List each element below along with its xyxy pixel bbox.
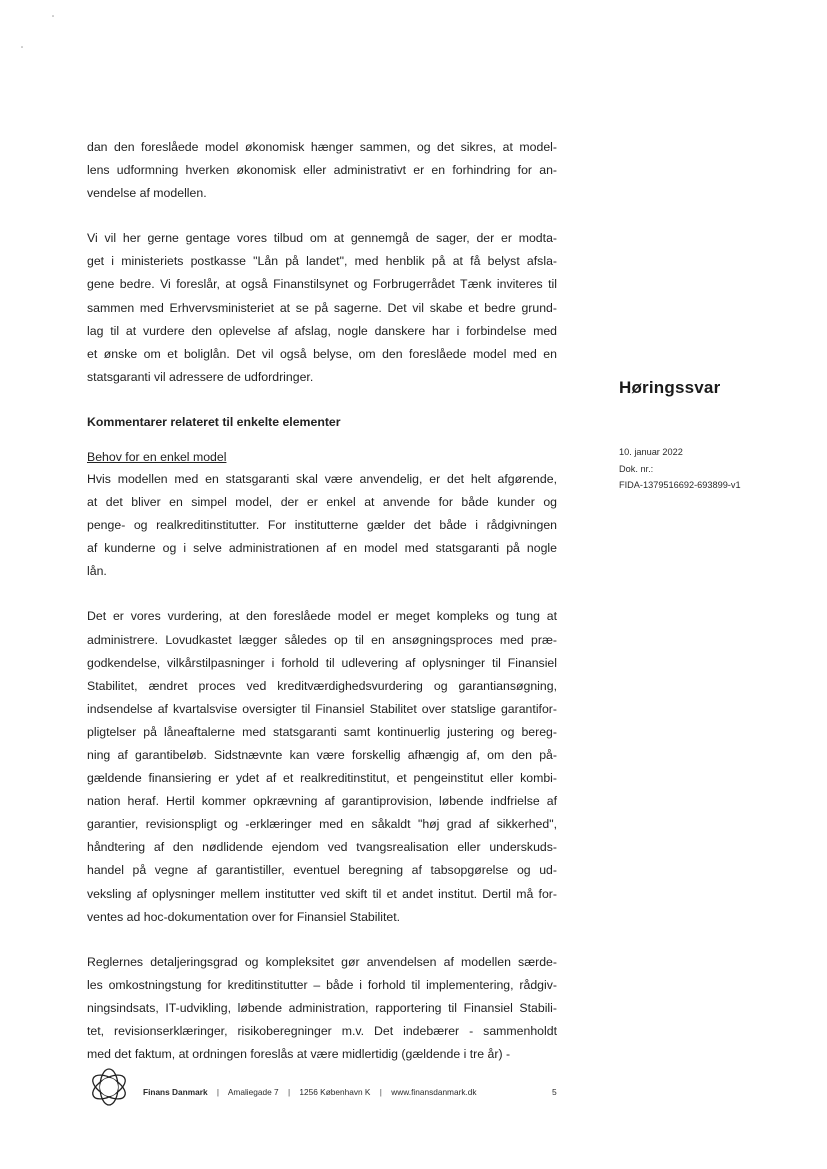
text-line: pligtelser på låneaftalerne med statsgaranti samt kontinuerlig justering og bereg- [87, 724, 557, 739]
text-line: gene bedre. Vi foreslår, at også Finanstilsynet og Forbrugerrådet Tænk inviteres til [87, 277, 557, 292]
text-line: håndtering af den nødlidende ejendom ved tvangsrealisation eller underskuds- [87, 840, 557, 855]
text-line: get i ministeriets postkasse "Lån på landet", med henblik på at få belyst afsla- [87, 254, 557, 269]
text-line: statsgaranti vil adressere de udfordringer. [87, 369, 314, 384]
subsection-heading: Behov for en enkel model [87, 449, 227, 464]
text-line: Hvis modellen med en statsgaranti skal være anvendelig, er det helt afgørende, [87, 471, 557, 486]
body-text [87, 136, 557, 1066]
document-type-title: Høringssvar [619, 378, 721, 397]
text-line: Vi vil her gerne gentage vores tilbud om at gennemgå de sager, der er modta- [87, 231, 557, 246]
section-heading: Kommentarer relateret til enkelte elementer [87, 414, 341, 429]
paragraph-5 [87, 951, 557, 1066]
text-line: gældende finansiering er ydet af et realkreditinstitut, et pengeinstitut eller kombi- [87, 771, 557, 786]
paragraph-2 [87, 227, 557, 389]
text-line: et ønske om et boliglån. Det vil også belyse, om den foreslåede model med en [87, 346, 557, 361]
finans-danmark-logo-icon [88, 1067, 130, 1107]
text-line: administrere. Lovudkastet lægger således op til en ansøgningsproces med præ- [87, 632, 557, 647]
text-line: ningsindsats, IT-udvikling, løbende administration, rapportering til Finansiel Stabili- [87, 1000, 557, 1015]
footer-separator: | [216, 1087, 220, 1097]
text-line: Reglernes detaljeringsgrad og kompleksitet gør anvendelsen af modellen særde- [87, 954, 557, 969]
text-line: sammen med Erhvervsministeriet at se på sagerne. Det vil skabe et bedre grund- [87, 300, 557, 315]
footer-brand: Finans Danmark [143, 1087, 208, 1097]
text-line: les omkostningstung for kreditinstitutter – både i forhold til implementering, rådgiv- [87, 977, 557, 992]
text-line: veksling af oplysninger mellem institutter ved skift til et andet institut. Dertil må for- [87, 886, 557, 901]
text-line: med det faktum, at ordningen foreslås at være midlertidig (gældende i tre år) - [87, 1047, 511, 1062]
footer-contact-line [143, 1087, 477, 1097]
text-line: tet, revisionserklæringer, risikoberegninger m.v. Det indebærer - sammenholdt [87, 1024, 557, 1038]
document-date: 10. januar 2022 [619, 447, 683, 457]
text-line: lens udformning hverken økonomisk eller administrativt er en forhindring for an- [87, 163, 557, 178]
text-line: at det bliver en simpel model, der er enkel at anvende for både kunder og [87, 495, 557, 510]
footer-address: Amaliegade 7 [227, 1087, 279, 1097]
text-line: lag til at vurdere den oplevelse af afslag, nogle danskere har i forbindelse med [87, 323, 557, 338]
footer-separator: | [379, 1087, 382, 1097]
document-meta [619, 444, 741, 494]
footer-website: www.finansdanmark.dk [391, 1087, 477, 1097]
paragraph-3 [87, 468, 557, 583]
page-number: 5 [552, 1087, 557, 1097]
text-line: indsendelse af kvartalsvise oversigter til Finansiel Stabilitet over statslige garantifor- [87, 701, 557, 716]
text-line: af kunderne og i selve administrationen af en model med statsgaranti på nogle [87, 541, 557, 556]
document-number: FIDA-1379516692-693899-v1 [619, 480, 741, 490]
text-line: penge- og realkreditinstitutter. For institutterne gælder det både i rådgivningen [87, 518, 557, 533]
paragraph-1 [87, 136, 557, 205]
text-line: lån. [87, 564, 107, 579]
text-line: vendelse af modellen. [87, 186, 207, 201]
footer-city: 1256 København K [299, 1087, 371, 1097]
paragraph-4 [87, 605, 557, 928]
footer-separator: | [287, 1087, 291, 1097]
text-line: Det er vores vurdering, at den foreslåede model er meget kompleks og tung at [87, 609, 557, 624]
text-line: Stabilitet, ændret proces ved kreditværdighedsvurdering og garantiansøgning, [87, 678, 557, 693]
text-line: ning af garantibeløb. Sidstnævnte kan være forskellig afhængig af, om den på- [87, 747, 557, 762]
text-line: nation heraf. Hertil kommer opkrævning af garantiprovision, løbende indfrielse af [87, 794, 557, 809]
text-line: ventes ad hoc-dokumentation over for Finansiel Stabilitet. [87, 909, 401, 924]
text-line: godkendelse, vilkårstilpasninger i forhold til udlevering af oplysninger til Finansiel [87, 655, 557, 670]
text-line: handel på vegne af garantistiller, eventuel beregning af tabsopgørelse og ud- [87, 863, 557, 878]
scan-specks [0, 0, 827, 60]
page-footer [88, 1067, 568, 1107]
text-line: dan den foreslåede model økonomisk hænger sammen, og det sikres, at model- [87, 140, 557, 154]
text-line: garantier, revisionspligt og -erklæringer med en såkaldt "høj grad af sikkerhed", [87, 817, 557, 832]
document-number-label: Dok. nr.: [619, 463, 654, 474]
